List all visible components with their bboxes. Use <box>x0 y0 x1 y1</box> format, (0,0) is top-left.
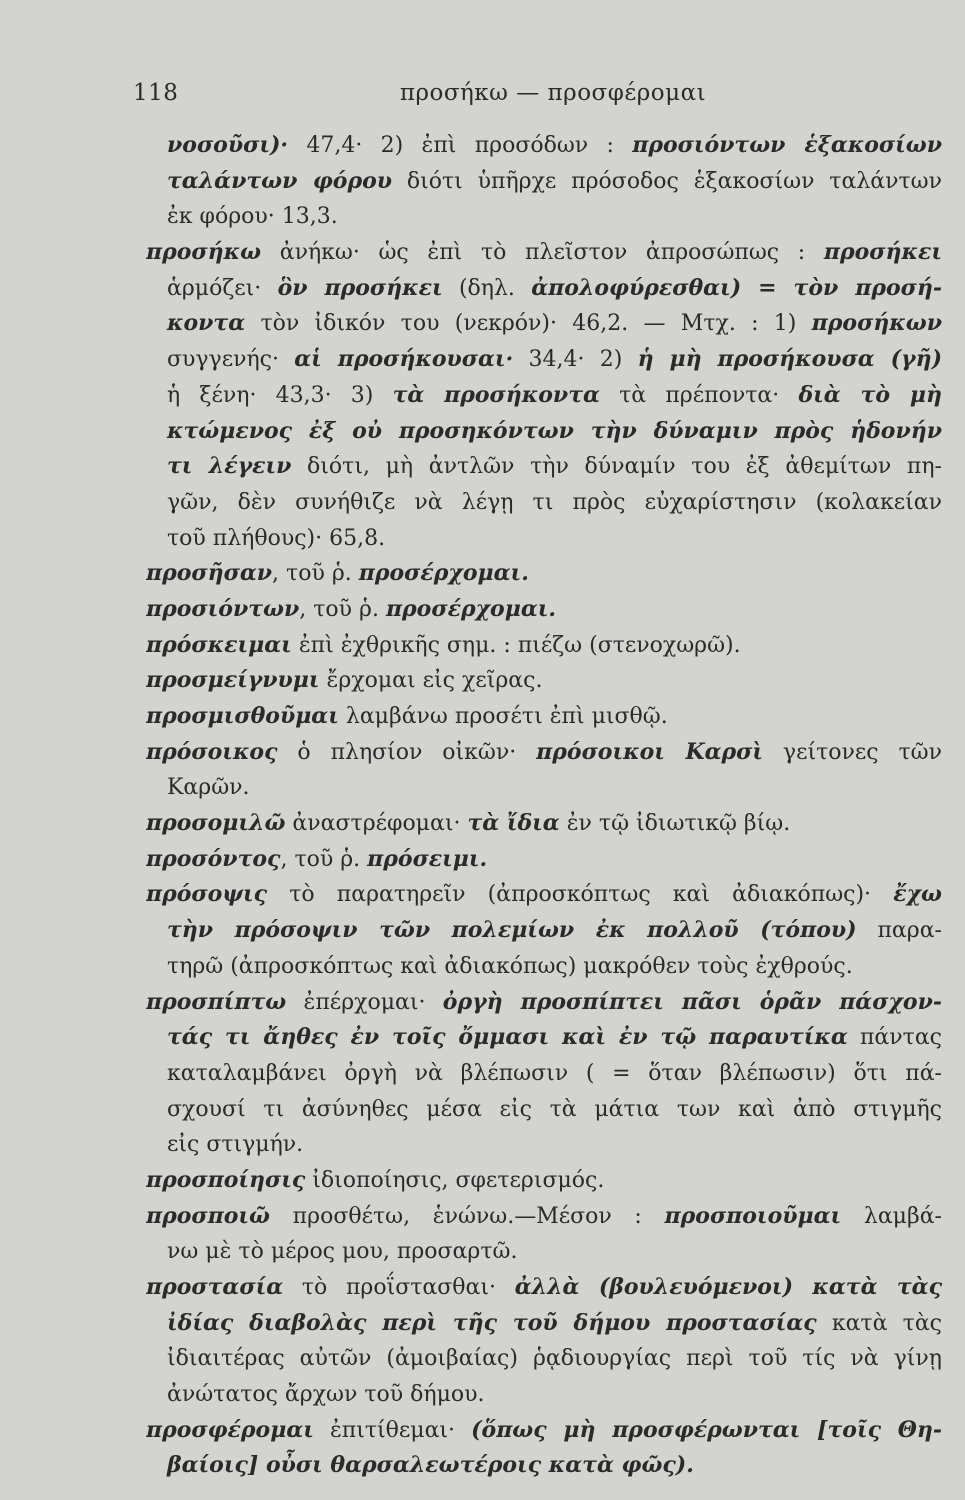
entry-text-line <box>146 1341 942 1377</box>
headword: προσμισθοῦμαι <box>146 703 339 729</box>
text-segment: ἐν τῷ ἰδιωτικῷ βίῳ. <box>559 811 791 837</box>
entry-text-line <box>146 271 942 307</box>
text-segment: λαμβάνω προσέτι ἐπὶ μισθῷ. <box>338 704 668 729</box>
text-segment: ἐπέρχομαι· <box>286 989 443 1015</box>
text-segment: κατὰ τὰς <box>816 1310 942 1336</box>
text-segment: τοῦ πλήθους)· 65,8. <box>167 525 386 551</box>
entry-text-line <box>146 949 942 985</box>
text-segment: πάντας <box>847 1025 942 1051</box>
headword: προσῆσαν <box>146 560 273 587</box>
entry-text-line <box>146 199 942 235</box>
entry-text-line <box>146 306 942 342</box>
entry-headword-line <box>146 663 942 699</box>
bold-italic-text: προσήκει <box>823 239 942 266</box>
entry-text-line <box>146 378 942 414</box>
entry-text-line <box>146 1448 942 1484</box>
text-segment: ἐκ φόρου· 13,3. <box>167 204 338 230</box>
headword: προσπίπτω <box>146 988 287 1015</box>
entry-headword-line <box>146 877 942 913</box>
entry-headword-line <box>146 806 942 842</box>
entry-text-line <box>146 1127 942 1163</box>
bold-italic-text: κτώμενος ἐξ οὐ προσηκόντων τὴν δύναμιν πρὸς ἡδονήν <box>167 417 942 444</box>
text-segment: , τοῦ ῥ. <box>280 846 368 872</box>
text-segment: ἀνήκω· ὡς ἐπὶ τὸ πλεῖστον ἀπροσώπως : <box>261 240 824 266</box>
bold-italic-text: αἱ προσήκουσαι· <box>294 346 514 373</box>
text-segment: ἐπιτίθεμαι· <box>313 1417 472 1443</box>
bold-italic-text: τὴν πρόσοψιν τῶν πολεμίων ἐκ πολλοῦ (τόπου) <box>167 917 857 944</box>
bold-italic-text: ἡ μὴ προσήκουσα (γῆ) <box>637 346 942 373</box>
headword: προσήκω <box>146 239 262 266</box>
text-segment: 34,4· 2) <box>513 347 638 373</box>
entry-text-line <box>146 521 942 557</box>
text-segment: ἀναστρέφομαι· <box>285 811 468 837</box>
entry-text-line <box>146 1234 942 1270</box>
entry-headword-line <box>146 592 942 628</box>
headword: προσποίησις <box>146 1166 306 1193</box>
headword: προσμείγνυμι <box>146 667 320 694</box>
text-segment: ἐπὶ ἐχθρικῆς σημ. : πιέζω (στενοχωρῶ). <box>291 632 741 658</box>
text-segment: τὸ παρατηρεῖν (ἀπροσκόπτως καὶ ἀδιακόπως)· <box>267 882 894 908</box>
text-segment: ἁρμόζει· <box>167 275 278 301</box>
bold-italic-text: προσποιοῦμαι <box>664 1202 842 1229</box>
bold-italic-text: διὰ τὸ μὴ <box>798 381 942 408</box>
headword: πρόσοικος <box>146 738 278 765</box>
bold-italic-text: πρόσειμι. <box>367 845 488 872</box>
entry-headword-line <box>146 1270 942 1306</box>
bold-italic-text: πρόσοικοι Καρσὶ <box>536 738 764 765</box>
entry-headword-line <box>146 556 942 592</box>
bold-italic-text: βαίοις] οὖσι θαρσαλεωτέροις κατὰ φῶς). <box>167 1452 694 1479</box>
entry-headword-line <box>146 1413 942 1449</box>
text-segment: τὸν ἰδικόν του (νεκρόν)· 46,2. — Μτχ. : 1) <box>245 311 812 337</box>
text-segment: νω μὲ τὸ μέρος μου, προσαρτῶ. <box>167 1239 518 1265</box>
entry-headword-line <box>146 699 942 735</box>
entry-text-line <box>146 1306 942 1342</box>
text-segment: 47,4· 2) ἐπὶ προσόδων : <box>288 133 633 158</box>
text-segment: ἀνώτατος ἄρχων τοῦ δήμου. <box>167 1382 485 1408</box>
entry-headword-line <box>146 1199 942 1235</box>
text-segment: συγγενής· <box>167 347 295 373</box>
bold-italic-text: (ὅπως μὴ προσφέρωνται [τοῖς Θη- <box>471 1416 942 1443</box>
text-segment: τὰ πρέποντα· <box>599 382 799 408</box>
bold-italic-text: τὰ προσήκοντα <box>392 381 600 408</box>
text-segment: Καρῶν. <box>167 775 250 801</box>
text-segment: ἡ ξένη· 43,3· 3) <box>167 382 393 408</box>
dictionary-entries <box>146 128 942 1484</box>
entry-headword-line <box>146 235 942 271</box>
bold-italic-text: ὀργὴ προσπίπτει πᾶσι ὁρᾶν πάσχον- <box>442 988 942 1015</box>
entry-text-line <box>146 1056 942 1092</box>
entry-headword-line <box>146 1163 942 1199</box>
text-segment: λαμβά- <box>841 1203 942 1229</box>
bold-italic-text: νοσοῦσι)· <box>167 132 289 158</box>
bold-italic-text: ἰδίας διαβολὰς περὶ τῆς τοῦ δήμου προστασίας <box>167 1309 817 1336</box>
text-segment: σχουσί τι ἀσύνηθες μέσα εἰς τὰ μάτια των καὶ ἀπὸ στιγμῆς <box>167 1096 942 1122</box>
bold-italic-text: προσέρχομαι. <box>385 595 557 622</box>
headword: προσποιῶ <box>146 1202 270 1229</box>
text-segment: , τοῦ ῥ. <box>299 596 386 622</box>
text-segment: γείτονες τῶν <box>763 739 942 765</box>
text-segment: παρα- <box>856 918 942 944</box>
running-head: προσήκω — προσφέρομαι <box>399 80 707 106</box>
bold-italic-text: τὰ ἴδια <box>467 810 560 837</box>
bold-italic-text: προσιόντων ἑξακοσίων <box>632 132 942 158</box>
text-segment: καταλαμβάνει ὀργὴ νὰ βλέπωσιν ( = ὅταν βλέπωσιν) ὅτι πά- <box>167 1060 942 1086</box>
text-segment: προσθέτω, ἑνώνω.—Μέσον : <box>270 1203 665 1229</box>
entry-text-line <box>146 485 942 521</box>
entry-text-line <box>146 449 942 485</box>
headword: πρόσοψις <box>146 881 268 908</box>
bold-italic-text: προσήκων <box>811 310 942 337</box>
entry-headword-line <box>146 842 942 878</box>
entry-text-line <box>146 1377 942 1413</box>
entry-text-line <box>146 1092 942 1128</box>
text-segment: διότι, μὴ ἀντλῶν τὴν δύναμίν του ἐξ ἀθεμίτων πη- <box>291 454 942 480</box>
entry-text-line <box>146 770 942 806</box>
bold-italic-text: ἀπολοφύρεσθαι) = τὸν προσή- <box>531 274 942 301</box>
text-segment: εἰς στιγμήν. <box>167 1132 304 1158</box>
entry-text-line <box>146 913 942 949</box>
headword: προσφέρομαι <box>146 1416 314 1443</box>
headword: προσιόντων <box>146 595 300 622</box>
bold-italic-text: ὃν προσήκει <box>277 274 443 301</box>
bold-italic-text: προσέρχομαι. <box>358 560 529 587</box>
entry-headword-line <box>146 628 942 664</box>
page-number: 118 <box>133 80 179 106</box>
text-segment: ἰδιοποίησις, σφετερισμός. <box>305 1167 605 1193</box>
text-segment: ἰδιαιτέρας αὐτῶν (ἀμοιβαίας) ῥᾳδιουργίας περὶ τοῦ τίς νὰ γίνῃ <box>167 1346 942 1372</box>
entry-text-line <box>146 414 942 450</box>
text-segment: τὸ προΐστασθαι· <box>283 1275 515 1300</box>
bold-italic-text: τι λέγειν <box>167 453 292 480</box>
bold-italic-text: ταλάντων φόρου <box>167 167 393 194</box>
entry-text-line <box>146 1020 942 1056</box>
bold-italic-text: κοντα <box>167 310 246 337</box>
text-segment: τηρῶ (ἀπροσκόπτως καὶ ἀδιακόπως) μακρόθεν τοὺς ἐχθρούς. <box>167 953 853 979</box>
page-header <box>133 80 943 116</box>
headword: προσόντος <box>146 845 281 872</box>
entry-headword-line <box>146 985 942 1021</box>
text-segment: γῶν, δὲν συνήθιζε νὰ λέγῃ τι πρὸς εὐχαρίστησιν (κολακείαν <box>167 489 942 515</box>
bold-italic-text: ἔχω <box>893 881 942 908</box>
entry-headword-line <box>146 735 942 771</box>
text-segment: , τοῦ ῥ. <box>272 561 359 587</box>
entry-text-line <box>146 342 942 378</box>
bold-italic-text: τάς τι ἄηθες ἐν τοῖς ὄμμασι καὶ ἐν τῷ παραυτίκα <box>167 1024 848 1051</box>
text-segment: ὁ πλησίον οἰκῶν· <box>277 739 537 765</box>
bold-italic-text: ἀλλὰ (βουλευόμενοι) κατὰ τὰς <box>514 1274 942 1300</box>
headword: πρόσκειμαι <box>146 631 292 658</box>
text-segment: διότι ὑπῆρχε πρόσοδος ἑξακοσίων ταλάντων <box>392 168 942 194</box>
headword: προστασία <box>146 1274 284 1300</box>
entry-text-line <box>146 164 942 200</box>
headword: προσομιλῶ <box>146 810 286 837</box>
text-segment: (δηλ. <box>442 275 532 301</box>
entry-text-line <box>146 128 942 164</box>
text-segment: ἔρχομαι εἰς χεῖρας. <box>319 668 543 694</box>
